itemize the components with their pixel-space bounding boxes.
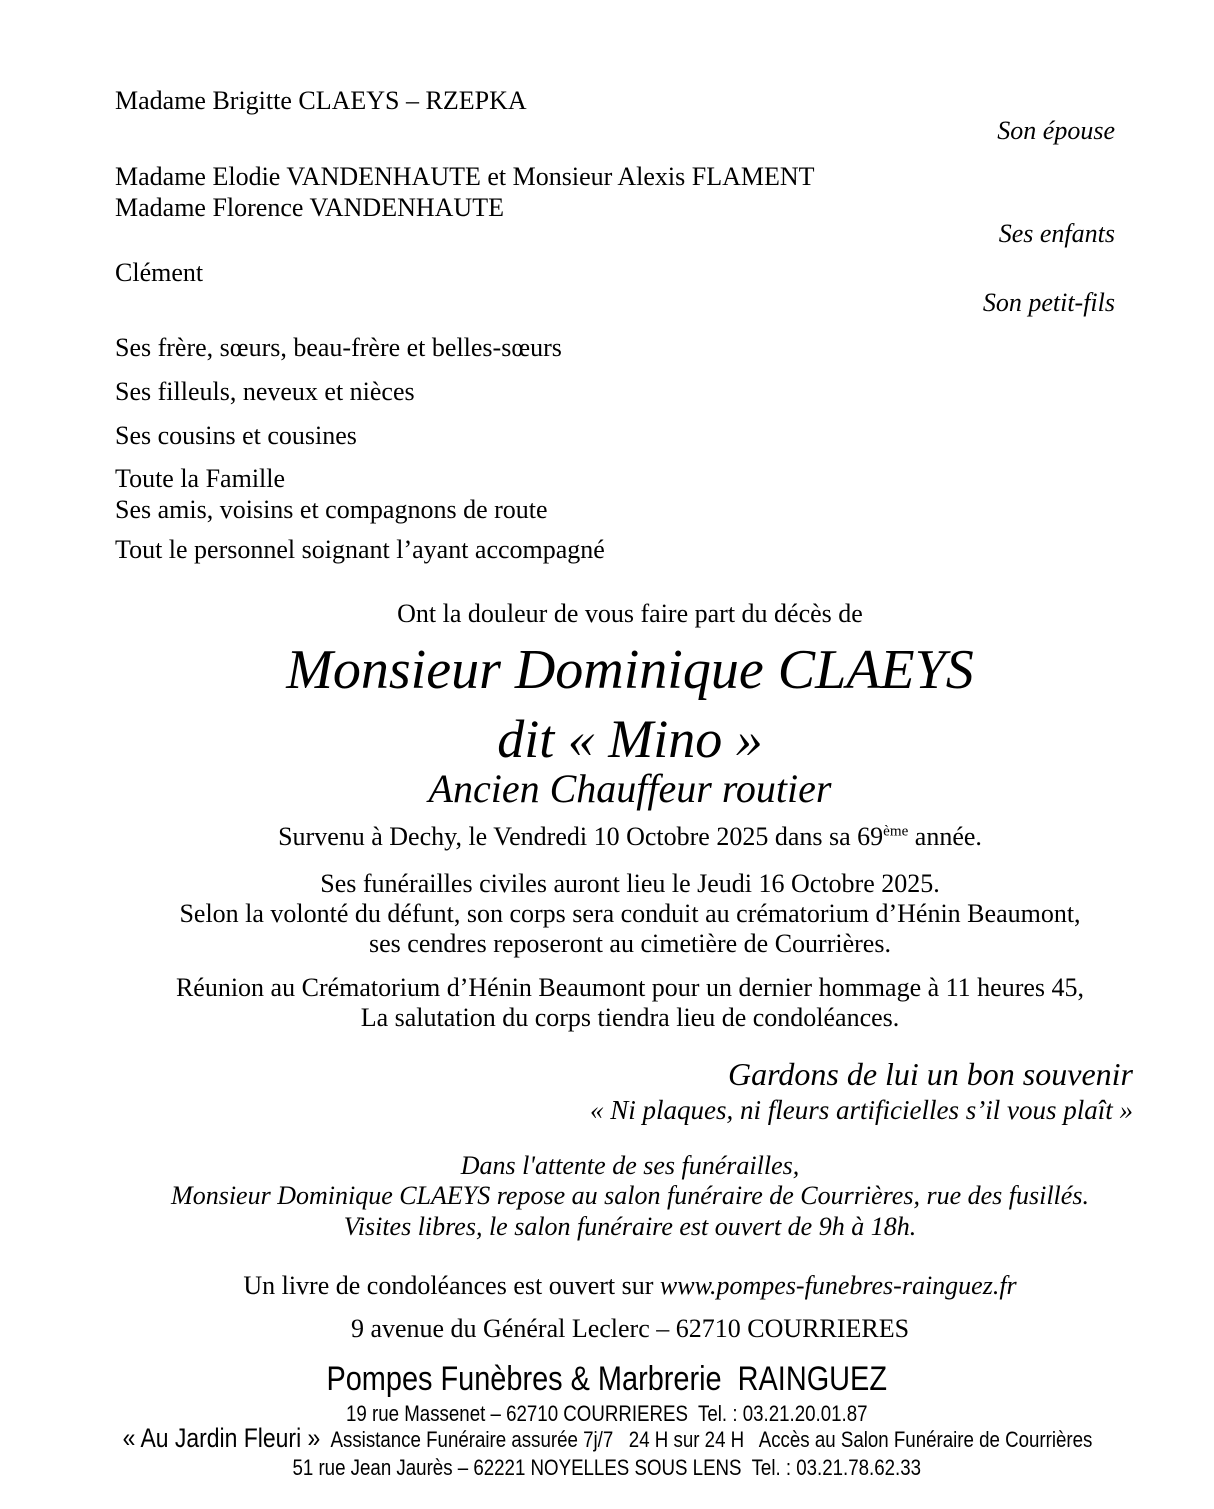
condolence-book-text: Un livre de condoléances est ouvert sur bbox=[243, 1271, 660, 1300]
line-grandson: Clément bbox=[115, 258, 204, 287]
footer-address-2-text: 51 rue Jean Jaurès – 62221 NOYELLES SOUS LENS Tel. : 03.21.78.62.33 bbox=[292, 1455, 922, 1480]
repose-line-3: Visites libres, le salon funéraire est ouvert de 9h à 18h. bbox=[343, 1212, 917, 1241]
line-children-2: Madame Florence VANDENHAUTE bbox=[115, 193, 504, 222]
line-godchildren: Ses filleuls, neveux et nièces bbox=[115, 377, 415, 406]
death-date-text: Survenu à Dechy, le Vendredi 10 Octobre 2025 dans sa 69 bbox=[278, 822, 884, 851]
condolence-book-url: www.pompes-funebres-rainguez.fr bbox=[659, 1271, 1017, 1300]
ceremony-line-3: ses cendres reposeront au cimetière de Courrières. bbox=[369, 929, 891, 958]
deceased-alias: dit « Mino » bbox=[497, 709, 763, 769]
motto-line-2: « Ni plaques, ni fleurs artificielles s’il vous plaît » bbox=[590, 1095, 1133, 1125]
deceased-profession: Ancien Chauffeur routier bbox=[428, 766, 832, 811]
repose-line-2: Monsieur Dominique CLAEYS repose au salon funéraire de Courrières, rue des fusillés. bbox=[171, 1181, 1089, 1210]
line-cousins: Ses cousins et cousines bbox=[115, 421, 357, 450]
death-date-ordinal: ème bbox=[883, 823, 909, 840]
ceremony-line-1: Ses funérailles civiles auront lieu le Jeudi 16 Octobre 2025. bbox=[320, 869, 940, 898]
ceremony-line-4: Réunion au Crématorium d’Hénin Beaumont pour un dernier hommage à 11 heures 45, bbox=[175, 973, 1085, 1002]
footer-address-2 bbox=[0, 1455, 1214, 1480]
ceremony-line-2: Selon la volonté du défunt, son corps sera conduit au crématorium d’Hénin Beaumont, bbox=[179, 899, 1081, 928]
deceased-name: Monsieur Dominique CLAEYS bbox=[286, 639, 974, 701]
condolence-address: 9 avenue du Général Leclerc – 62710 COURRIERES bbox=[350, 1314, 910, 1343]
footer-address-1-text: 19 rue Massenet – 62710 COURRIERES Tel. : 03.21.20.01.87 bbox=[346, 1401, 868, 1426]
footer-brand-line bbox=[0, 1423, 1214, 1454]
label-grandson-role: Son petit-fils bbox=[982, 288, 1115, 317]
motto-line-1: Gardons de lui un bon souvenir bbox=[727, 1056, 1133, 1092]
label-children-role: Ses enfants bbox=[998, 219, 1115, 248]
footer-brand-wrap bbox=[122, 1423, 1092, 1454]
label-wife-role: Son épouse bbox=[997, 116, 1115, 145]
footer-company-name: Pompes Funèbres & Marbrerie RAINGUEZ bbox=[326, 1360, 888, 1398]
line-friends: Ses amis, voisins et compagnons de route bbox=[115, 495, 548, 524]
line-caregivers: Tout le personnel soignant l’ayant accompagné bbox=[115, 535, 605, 564]
line-whole-family: Toute la Famille bbox=[115, 464, 286, 493]
condolence-book-line bbox=[46, 1271, 1214, 1301]
line-siblings: Ses frère, sœurs, beau-frère et belles-sœurs bbox=[115, 333, 562, 362]
repose-line-1: Dans l'attente de ses funérailles, bbox=[460, 1151, 800, 1180]
footer-company-line bbox=[0, 1360, 1214, 1399]
death-date-end: année. bbox=[908, 822, 982, 851]
death-date-line bbox=[46, 822, 1214, 852]
footer-services-text: Assistance Funéraire assurée 7j/7 24 H sur 24 H Accès au Salon Funéraire de Courrières bbox=[330, 1427, 1092, 1452]
line-children-1: Madame Elodie VANDENHAUTE et Monsieur Alexis FLAMENT bbox=[115, 162, 815, 191]
line-wife: Madame Brigitte CLAEYS – RZEPKA bbox=[115, 86, 527, 115]
footer-brand-name: « Au Jardin Fleuri » bbox=[122, 1423, 320, 1453]
ceremony-line-5: La salutation du corps tiendra lieu de condoléances. bbox=[360, 1003, 900, 1032]
announcement-intro: Ont la douleur de vous faire part du décès de bbox=[397, 599, 863, 628]
